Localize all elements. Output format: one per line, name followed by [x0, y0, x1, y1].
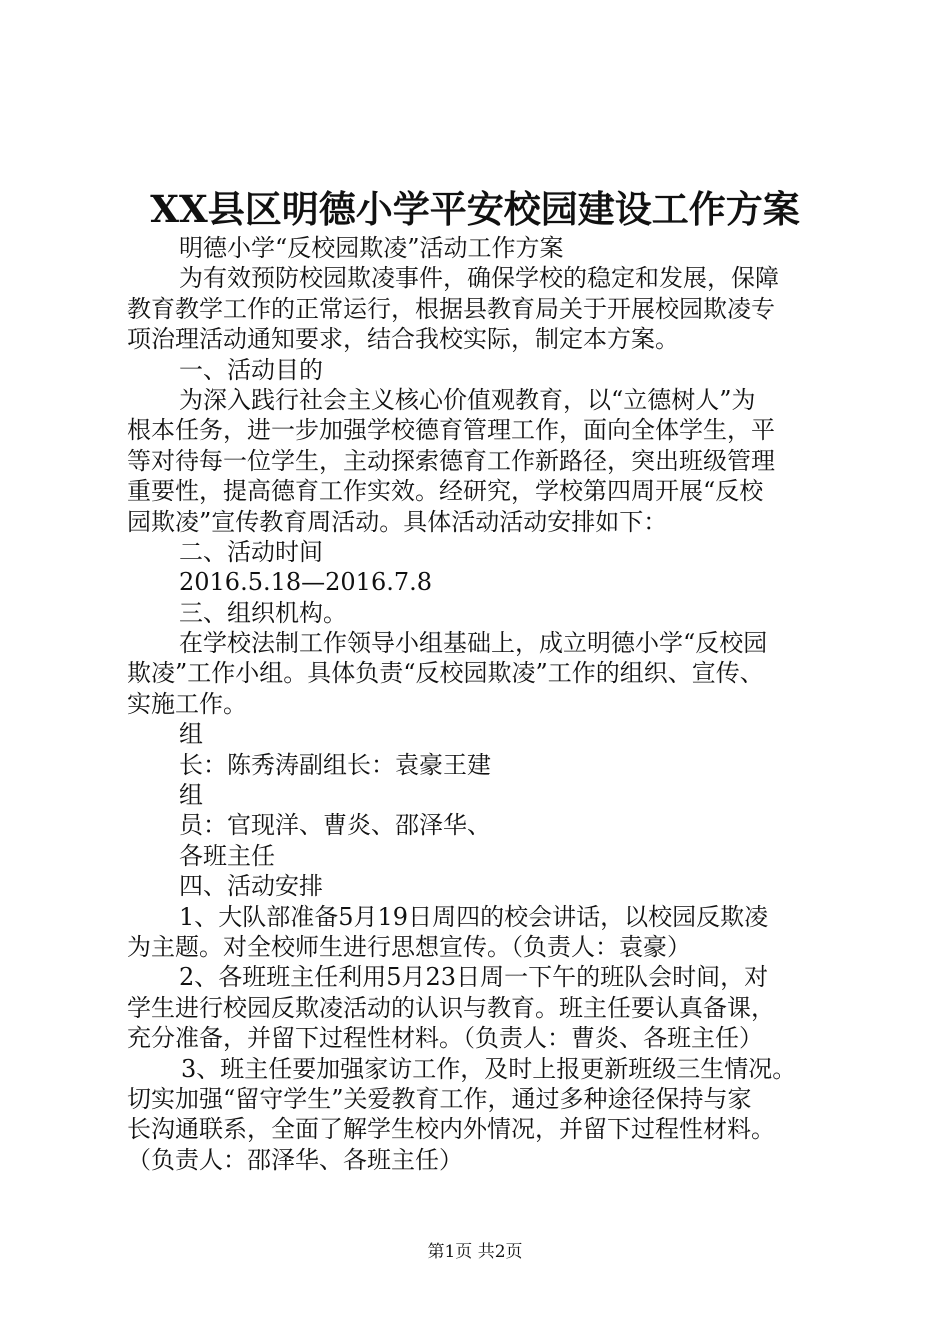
- body-line: 2、各班班主任利用5月23日周一下午的班队会时间，对: [179, 963, 769, 992]
- body-line: 为有效预防校园欺凌事件，确保学校的稳定和发展，保障: [179, 264, 779, 293]
- body-line: 为深入践行社会主义核心价值观教育，以“立德树人”为: [179, 385, 756, 414]
- body-line: 欺凌”工作小组。具体负责“反校园欺凌”工作的组织、宣传、: [127, 659, 764, 688]
- section-heading: 四、活动安排: [179, 872, 323, 901]
- body-line: 重要性，提高德育工作实效。经研究，学校第四周开展“反校: [127, 477, 764, 506]
- body-line: 项治理活动通知要求，结合我校实际，制定本方案。: [127, 325, 679, 354]
- body-line: 明德小学“反校园欺凌”活动工作方案: [179, 234, 564, 262]
- date-range: 2016.5.18—2016.7.8: [179, 568, 433, 597]
- body-line: 1、大队部准备5月19日周四的校会讲话，以校园反欺凌: [179, 902, 769, 931]
- section-heading: 二、活动时间: [179, 537, 323, 566]
- page-number: 第1页 共2页: [427, 1242, 523, 1262]
- body-line: 教育教学工作的正常运行，根据县教育局关于开展校园欺凌专: [127, 294, 775, 323]
- body-line: 根本任务，进一步加强学校德育管理工作，面向全体学生，平: [127, 416, 775, 445]
- body-line: 3、班主任要加强家访工作，及时上报更新班级三生情况。: [181, 1054, 797, 1083]
- body-line: 长：陈秀涛副组长：袁豪王建: [179, 750, 491, 779]
- body-line: 员：官现洋、曹炎、邵泽华、: [179, 811, 491, 840]
- body-line: 实施工作。: [127, 689, 247, 718]
- body-line: 组: [179, 720, 203, 749]
- body-line: 组: [179, 781, 203, 810]
- document-body: [127, 233, 847, 1175]
- body-line: 各班主任: [179, 841, 275, 870]
- body-line: 长沟通联系，全面了解学生校内外情况，并留下过程性材料。: [127, 1115, 775, 1144]
- body-line: 为主题。对全校师生进行思想宣传。（负责人：袁豪）: [127, 932, 691, 961]
- body-line: （负责人：邵泽华、各班主任）: [127, 1145, 463, 1174]
- body-line: 在学校法制工作领导小组基础上，成立明德小学“反校园: [179, 629, 768, 658]
- body-line: 学生进行校园反欺凌活动的认识与教育。班主任要认真备课，: [127, 993, 775, 1022]
- body-line: 切实加强“留守学生”关爱教育工作，通过多种途径保持与家: [127, 1084, 752, 1113]
- section-heading: 一、活动目的: [179, 355, 323, 384]
- body-line: 充分准备，并留下过程性材料。（负责人：曹炎、各班主任）: [127, 1024, 763, 1053]
- section-heading: 三、组织机构。: [179, 598, 347, 627]
- body-line: 园欺凌”宣传教育周活动。具体活动活动安排如下：: [127, 507, 668, 536]
- document-title: XX县区明德小学平安校园建设工作方案: [150, 187, 800, 231]
- body-line: 等对待每一位学生，主动探索德育工作新路径，突出班级管理: [127, 446, 775, 475]
